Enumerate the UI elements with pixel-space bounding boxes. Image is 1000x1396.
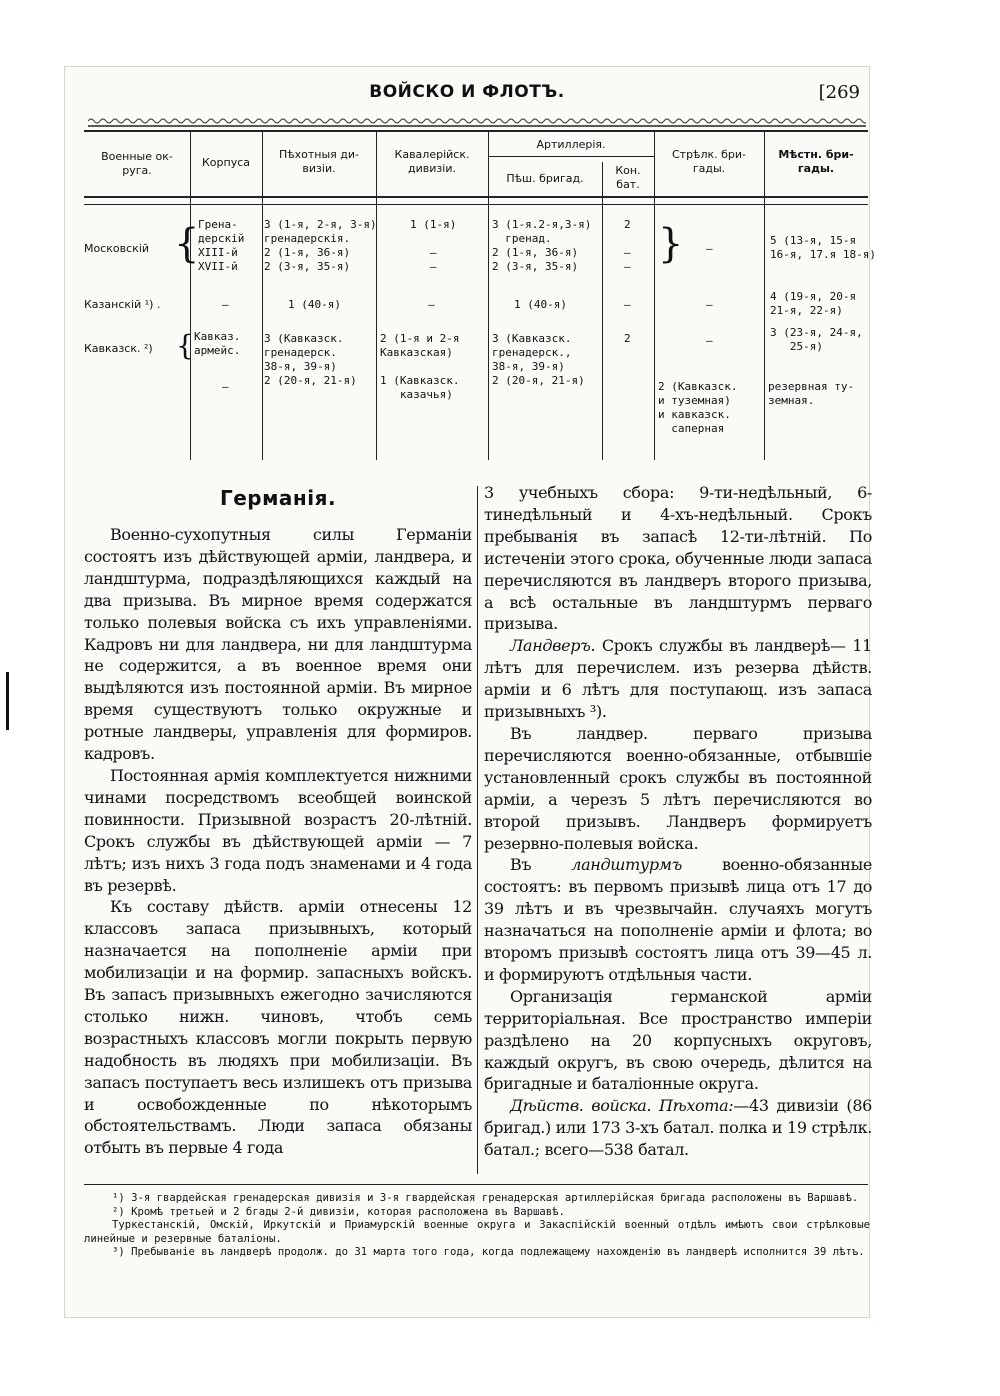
footnote: Туркестанскiй, Омскiй, Иркутскiй и Приамурскiй военные округа и Закаспiйскiй военный отдѣлъ имѣютъ свои стрѣлковые линейные и резервные баталiоны. xyxy=(84,1219,870,1245)
column-divider xyxy=(477,486,478,1174)
header-infantry: Пѣхотныя ди- визiи. xyxy=(278,148,360,175)
row-moscow-local: 5 (13-я, 15-я 16-я, 17.я 18-я) xyxy=(770,234,876,261)
row-caucasus-rifles-2: 2 (Кавказск. и туземная) и кавказск. саперная xyxy=(658,380,738,435)
header-artillery: Артиллерiя. xyxy=(536,138,606,151)
row-caucasus-corps: Кавказ. армейс. xyxy=(194,330,241,357)
brace-caucasus: { xyxy=(176,329,194,362)
row-caucasus-district: Кавказск. ²) xyxy=(84,342,153,355)
header-corps: Корпуса xyxy=(201,156,250,169)
row-kazan-corps: — xyxy=(222,298,229,311)
section-title: Германiя. xyxy=(219,486,337,510)
row-moscow-artillery: 3 (1-я.2-я,3-я) гренад. 2 (1-я, 36-я) 2 (3-я, 35-я) xyxy=(492,218,592,273)
term-landwehr: Ландверъ. xyxy=(510,636,596,656)
row-caucasus-artillery: 3 (Кавказск. гренадерск., 38-я, 39-я) 2 (20-я, 21-я) xyxy=(492,332,585,387)
header-districts: Военные ок- руга. xyxy=(101,150,173,177)
row-kazan-cavalry: — xyxy=(428,298,435,311)
paragraph: Въ ландвер. перваго призыва перечисляются военно-обязанные, отбывшiе установленный срокъ службы въ постоянной армiи, а черезъ 5 лѣтъ перечисляются во второй призывъ. Ландверъ формируетъ резервно-полевыя войска. xyxy=(484,723,872,853)
row-caucasus-cavalry: 2 (1-я и 2-я Кавказская) 1 (Кавказск. казачья) xyxy=(380,332,460,401)
header-horse-batteries: Кон. бат. xyxy=(615,164,641,191)
footnotes xyxy=(84,1192,870,1260)
running-header xyxy=(64,76,870,116)
row-kazan-infantry: 1 (40-я) xyxy=(288,298,341,311)
row-caucasus-rifles-1: — xyxy=(706,334,713,347)
term-infantry: Дѣйств. войска. Пѣхота: xyxy=(510,1096,734,1116)
brace-moscow: { xyxy=(174,221,200,267)
left-column xyxy=(84,524,472,1159)
scan-mark xyxy=(6,672,9,730)
row-caucasus-local-1: 3 (23-я, 24-я, 25-я) xyxy=(770,326,863,353)
row-kazan-artillery: 1 (40-я) xyxy=(514,298,567,311)
right-column xyxy=(484,482,872,1161)
paragraph: Постоянная армiя комплектуется нижними чинами посредствомъ всеобщей воинской повинности. Призывной возрастъ 20-лѣтнiй. Срокъ службы въ дѣйствующей арміи — 7 лѣтъ; изъ нихъ 3 года подъ знаменами и 4 года въ резервѣ. xyxy=(84,765,472,895)
row-caucasus-infantry: 3 (Кавказск. гренадерск. 38-я, 39-я) 2 (20-я, 21-я) xyxy=(264,332,357,387)
row-caucasus-corps-2: — xyxy=(222,380,229,393)
header-cavalry: Кавалерiйск. дивизiи. xyxy=(394,148,470,175)
header-rifle-brigades: Стрѣлк. бри- гады. xyxy=(671,148,746,175)
districts-table xyxy=(84,130,876,460)
paragraph: Къ составу дѣйств. арміи отнесены 12 классовъ запаса призывныхъ, который назначается на пополненiе армiи при мобилизацiи и на формир. запасныхъ войскъ. Въ запасъ призывныхъ ежегодно зачисляются столько нижн. чиновъ, чтобъ семь возрастныхъ классовъ могли покрыть первую надобность въ людяхъ при мобилизацiи. Въ запасъ поступаетъ весь излишекъ отъ призыва и освобожденные по нѣкоторымъ обстоятельствамъ. Люди запаса обязаны отбыть въ первые 4 года xyxy=(84,897,472,1158)
footnote: ²) Кромѣ третьей и 2 бгады 2-й дивизiи, которая расположена въ Варшавѣ. xyxy=(112,1205,565,1218)
page-number: [269 xyxy=(818,82,860,103)
row-caucasus-horse: 2 xyxy=(624,332,631,345)
row-moscow-rifles: — xyxy=(706,242,713,255)
footnote-rule xyxy=(84,1184,868,1185)
paragraph-landwehr: Ландверъ. Срокъ службы въ ландверѣ— 11 лѣтъ для перечислем. изъ резерва дѣйств. армiи и 6 лѣтъ для поступающ. изъ запаса призывныхъ ³). xyxy=(484,636,872,722)
paragraph: 3 учебныхъ сбора: 9-ти-недѣльный, 6-тинедѣльный и 4-хъ-недѣльный. Срокъ пребыванiя въ запасѣ 12-ти-лѣтнiй. По истеченiи этого срока, обученные люди запаса перечисляются въ ландверъ второго призыва, а всѣ остальные въ ландштурмъ перваго призыва. xyxy=(484,483,872,634)
paragraph: Организацiя германской армiи территорiальная. Все пространство имперiи раздѣлено на 20 корпусныхъ округовъ, каждый округъ, въ свою очередь, дѣлится на бригадные и баталiонные округа. xyxy=(484,986,872,1094)
brace-moscow-right: } xyxy=(658,221,684,267)
row-moscow-infantry: 3 (1-я, 2-я, 3-я) гренадерскiя. 2 (1-я, 36-я) 2 (3-я, 35-я) xyxy=(264,218,377,273)
row-caucasus-local-2: резервная ту- земная. xyxy=(768,380,855,407)
row-kazan-district: Казанскiй ¹) . xyxy=(84,298,161,311)
row-kazan-horse: — xyxy=(624,298,631,311)
row-kazan-rifles: — xyxy=(706,298,713,311)
footnote: ¹) 3-я гвардейская гренадерская дивизiя и 3-я гвардейская гренадерская артиллерiйская бригада расположены въ Варшавѣ. xyxy=(112,1192,859,1204)
row-moscow-cavalry: 1 (1-я) — — xyxy=(410,218,457,273)
wavy-rule xyxy=(88,116,866,128)
term-landsturm: ландштурмъ xyxy=(571,855,682,875)
footnote: ³) Пребыванiе въ ландверѣ продолж. до 31 марта того года, когда подлежащему нахожденiю въ ландверѣ исполнится 39 лѣтъ. xyxy=(112,1246,865,1259)
paragraph-infantry: Дѣйств. войска. Пѣхота:—43 дивизiи (86 бригад.) или 173 3-хъ батал. полка и 19 стрѣлк. батал.; всего—538 батал. xyxy=(484,1096,872,1160)
running-title: ВОЙСКО И ФЛОТЪ. xyxy=(369,82,565,102)
row-kazan-local: 4 (19-я, 20-я 21-я, 22-я) xyxy=(770,290,857,317)
header-foot-brigades: Пѣш. бригад. xyxy=(506,172,584,185)
paragraph: Военно-сухопутныя силы Германiи состоятъ изъ дѣйствующей армiи, ландвера, и ландштурма, подраздѣляющихся каждый на два призыва. Въ мирное время содержатся только полевыя войска съ ихъ управленiями. Кадровъ ни для ландвера, ни для ландштурма не содержится, а въ военное время они выдѣляются изъ постоянной армiи. Въ мирное время существуютъ только окружные и ротные ландверы, управленiя для формиров. кадровъ. xyxy=(84,525,472,764)
header-local-brigades: Мѣстн. бри- гады. xyxy=(778,148,854,175)
row-moscow-district: Московскiй xyxy=(84,242,150,255)
paragraph-landsturm: Въ ландштурмъ военно-обязанные состоятъ: въ первомъ призывѣ лица отъ 17 до 39 лѣтъ и въ чрезвычайн. случаяхъ могутъ назначаться на пополненiе армiи и флота; во второмъ призывѣ состоятъ лица отъ 39—45 л. и формируютъ отдѣльныя части. xyxy=(484,855,872,984)
row-moscow-corps: Грена- дерскiй XIII-й XVII-й xyxy=(198,218,245,273)
row-moscow-horse: 2 — — xyxy=(624,218,631,273)
